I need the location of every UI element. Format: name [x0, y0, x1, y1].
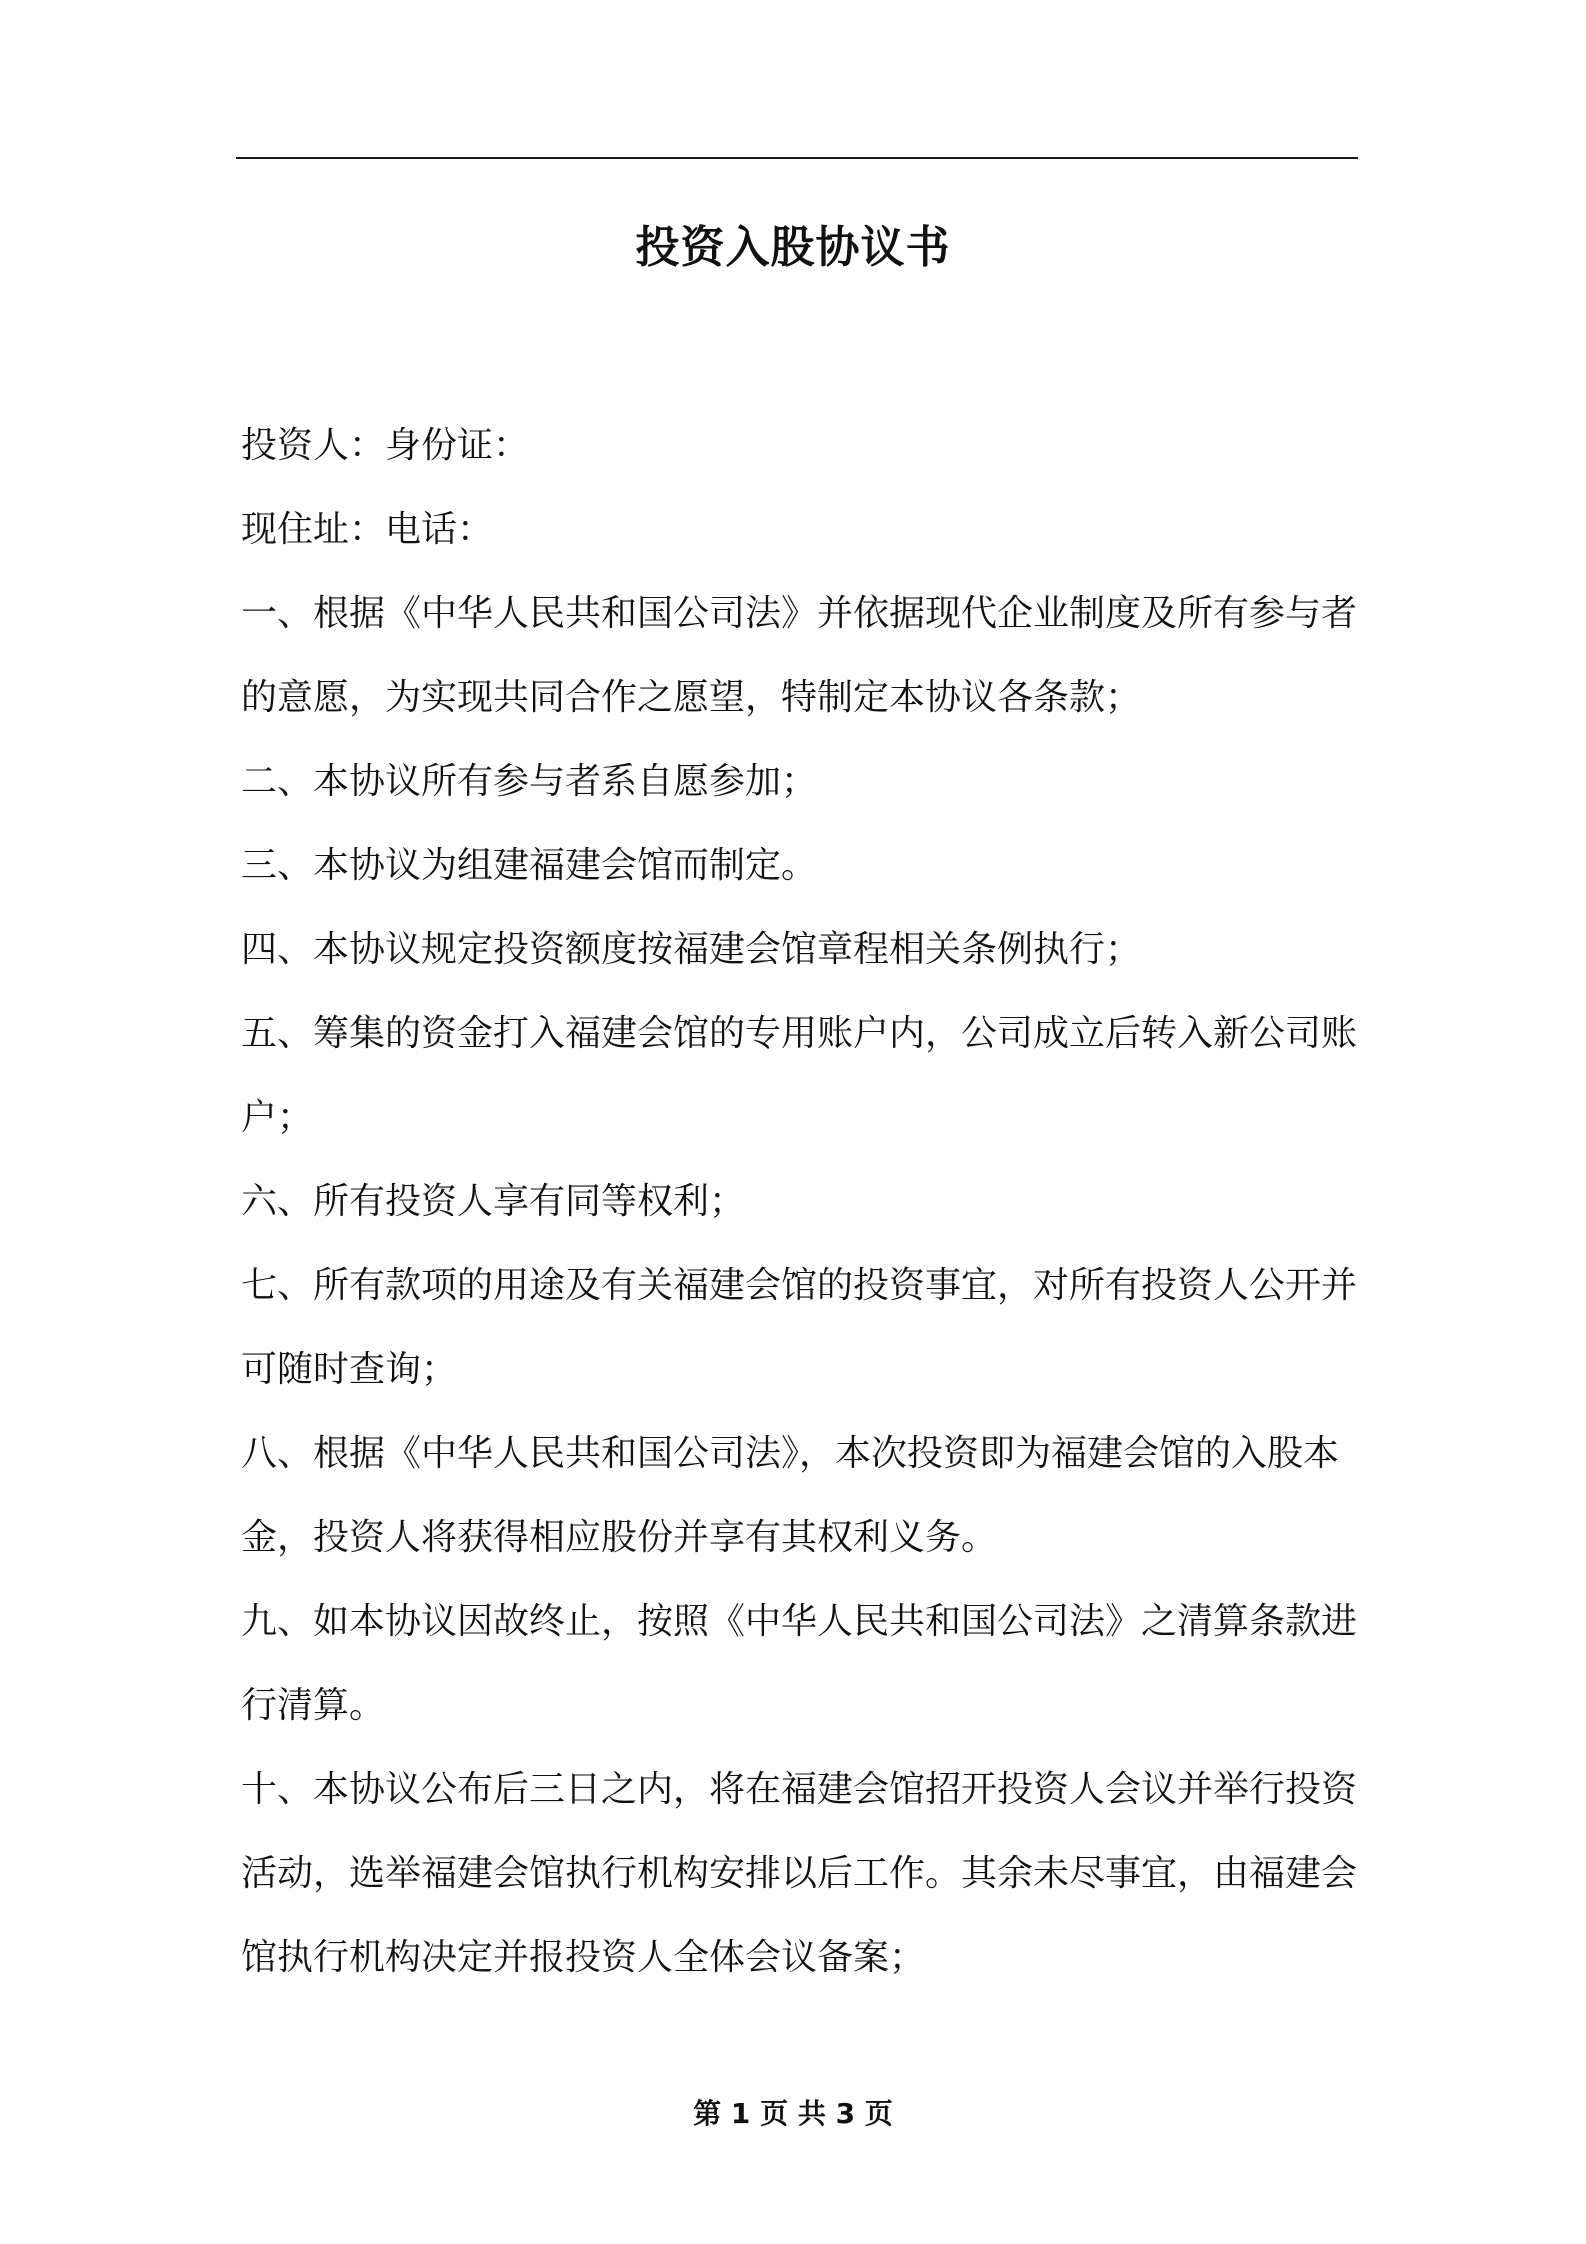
clause-2: 二、本协议所有参与者系自愿参加；: [241, 761, 818, 802]
clause-3: 三、本协议为组建福建会馆而制定。: [241, 845, 818, 886]
clause-1: 一、根据《中华人民共和国公司法》并依据现代企业制度及所有参与者的意愿，为实现共同合作之愿望，特制定本协议各条款；: [241, 593, 1358, 718]
clause-8: 八、根据《中华人民共和国公司法》，本次投资即为福建会馆的入股本金，投资人将获得相应股份并享有其权利义务。: [241, 1433, 1340, 1558]
clause-9: 九、如本协议因故终止，按照《中华人民共和国公司法》之清算条款进行清算。: [241, 1601, 1358, 1726]
document-title: 投资入股协议书: [635, 222, 951, 273]
clause-6: 六、所有投资人享有同等权利；: [241, 1181, 746, 1222]
clause-5: 五、筹集的资金打入福建会馆的专用账户内，公司成立后转入新公司账户；: [241, 1013, 1358, 1138]
header-rule: [236, 157, 1358, 159]
investor-field-line: 投资人：身份证：: [241, 425, 530, 466]
address-field-line: 现住址：电话：: [241, 509, 494, 550]
page-number-footer: 第 1 页 共 3 页: [693, 2097, 893, 2130]
clause-10: 十、本协议公布后三日之内，将在福建会馆招开投资人会议并举行投资活动，选举福建会馆执行机构安排以后工作。其余未尽事宜，由福建会馆执行机构决定并报投资人全体会议备案；: [241, 1769, 1358, 1978]
document-body: [241, 404, 1357, 2000]
clause-7: 七、所有款项的用途及有关福建会馆的投资事宜，对所有投资人公开并可随时查询；: [241, 1265, 1358, 1390]
clause-4: 四、本协议规定投资额度按福建会馆章程相关条例执行；: [241, 929, 1142, 970]
